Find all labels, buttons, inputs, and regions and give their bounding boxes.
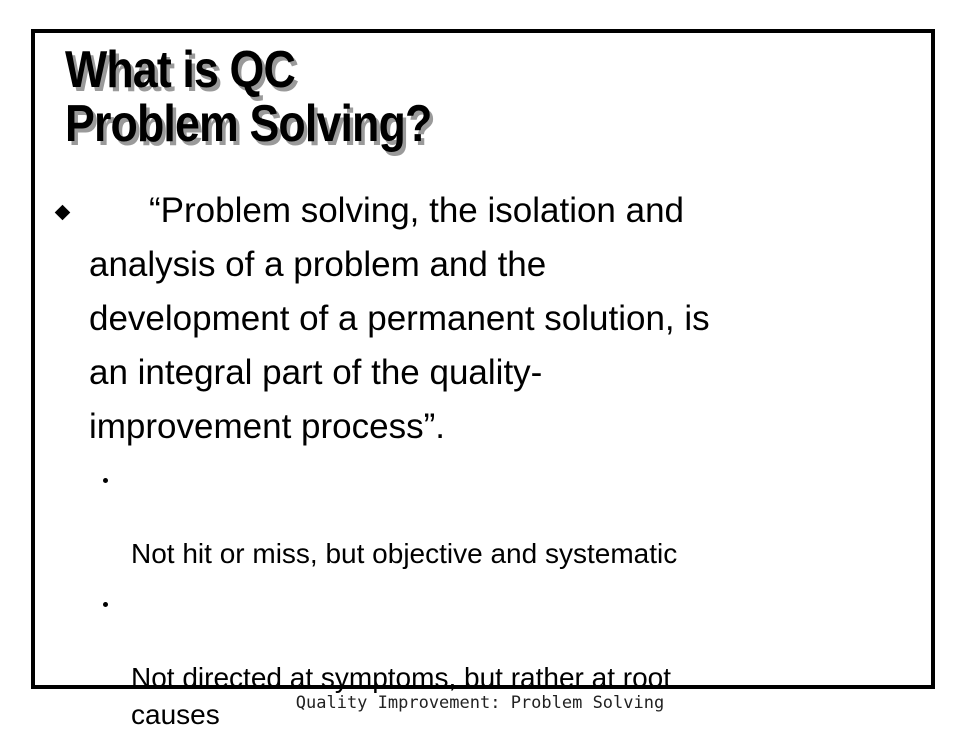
diamond-bullet-icon <box>55 205 71 221</box>
slide-title <box>65 43 431 151</box>
slide-footer: Quality Improvement: Problem Solving <box>295 693 665 713</box>
sub-bullet-text: Not hit or miss, but objective and systematic <box>131 538 678 569</box>
main-bullet-text: “Problem solving, the isolation and analysis of a problem and the development of a permanent solution, is an integral part of the quality- improvement process”. <box>89 191 710 446</box>
title-line-1: What is QC <box>65 41 295 99</box>
title-line-2: Problem Solving? <box>65 95 432 153</box>
sub-bullet-text: Not directed at symptoms, but rather at root causes <box>131 662 672 730</box>
main-bullet <box>89 184 909 454</box>
dot-bullet-icon <box>103 478 108 483</box>
sub-bullet-item <box>101 461 911 572</box>
dot-bullet-icon <box>103 602 108 607</box>
